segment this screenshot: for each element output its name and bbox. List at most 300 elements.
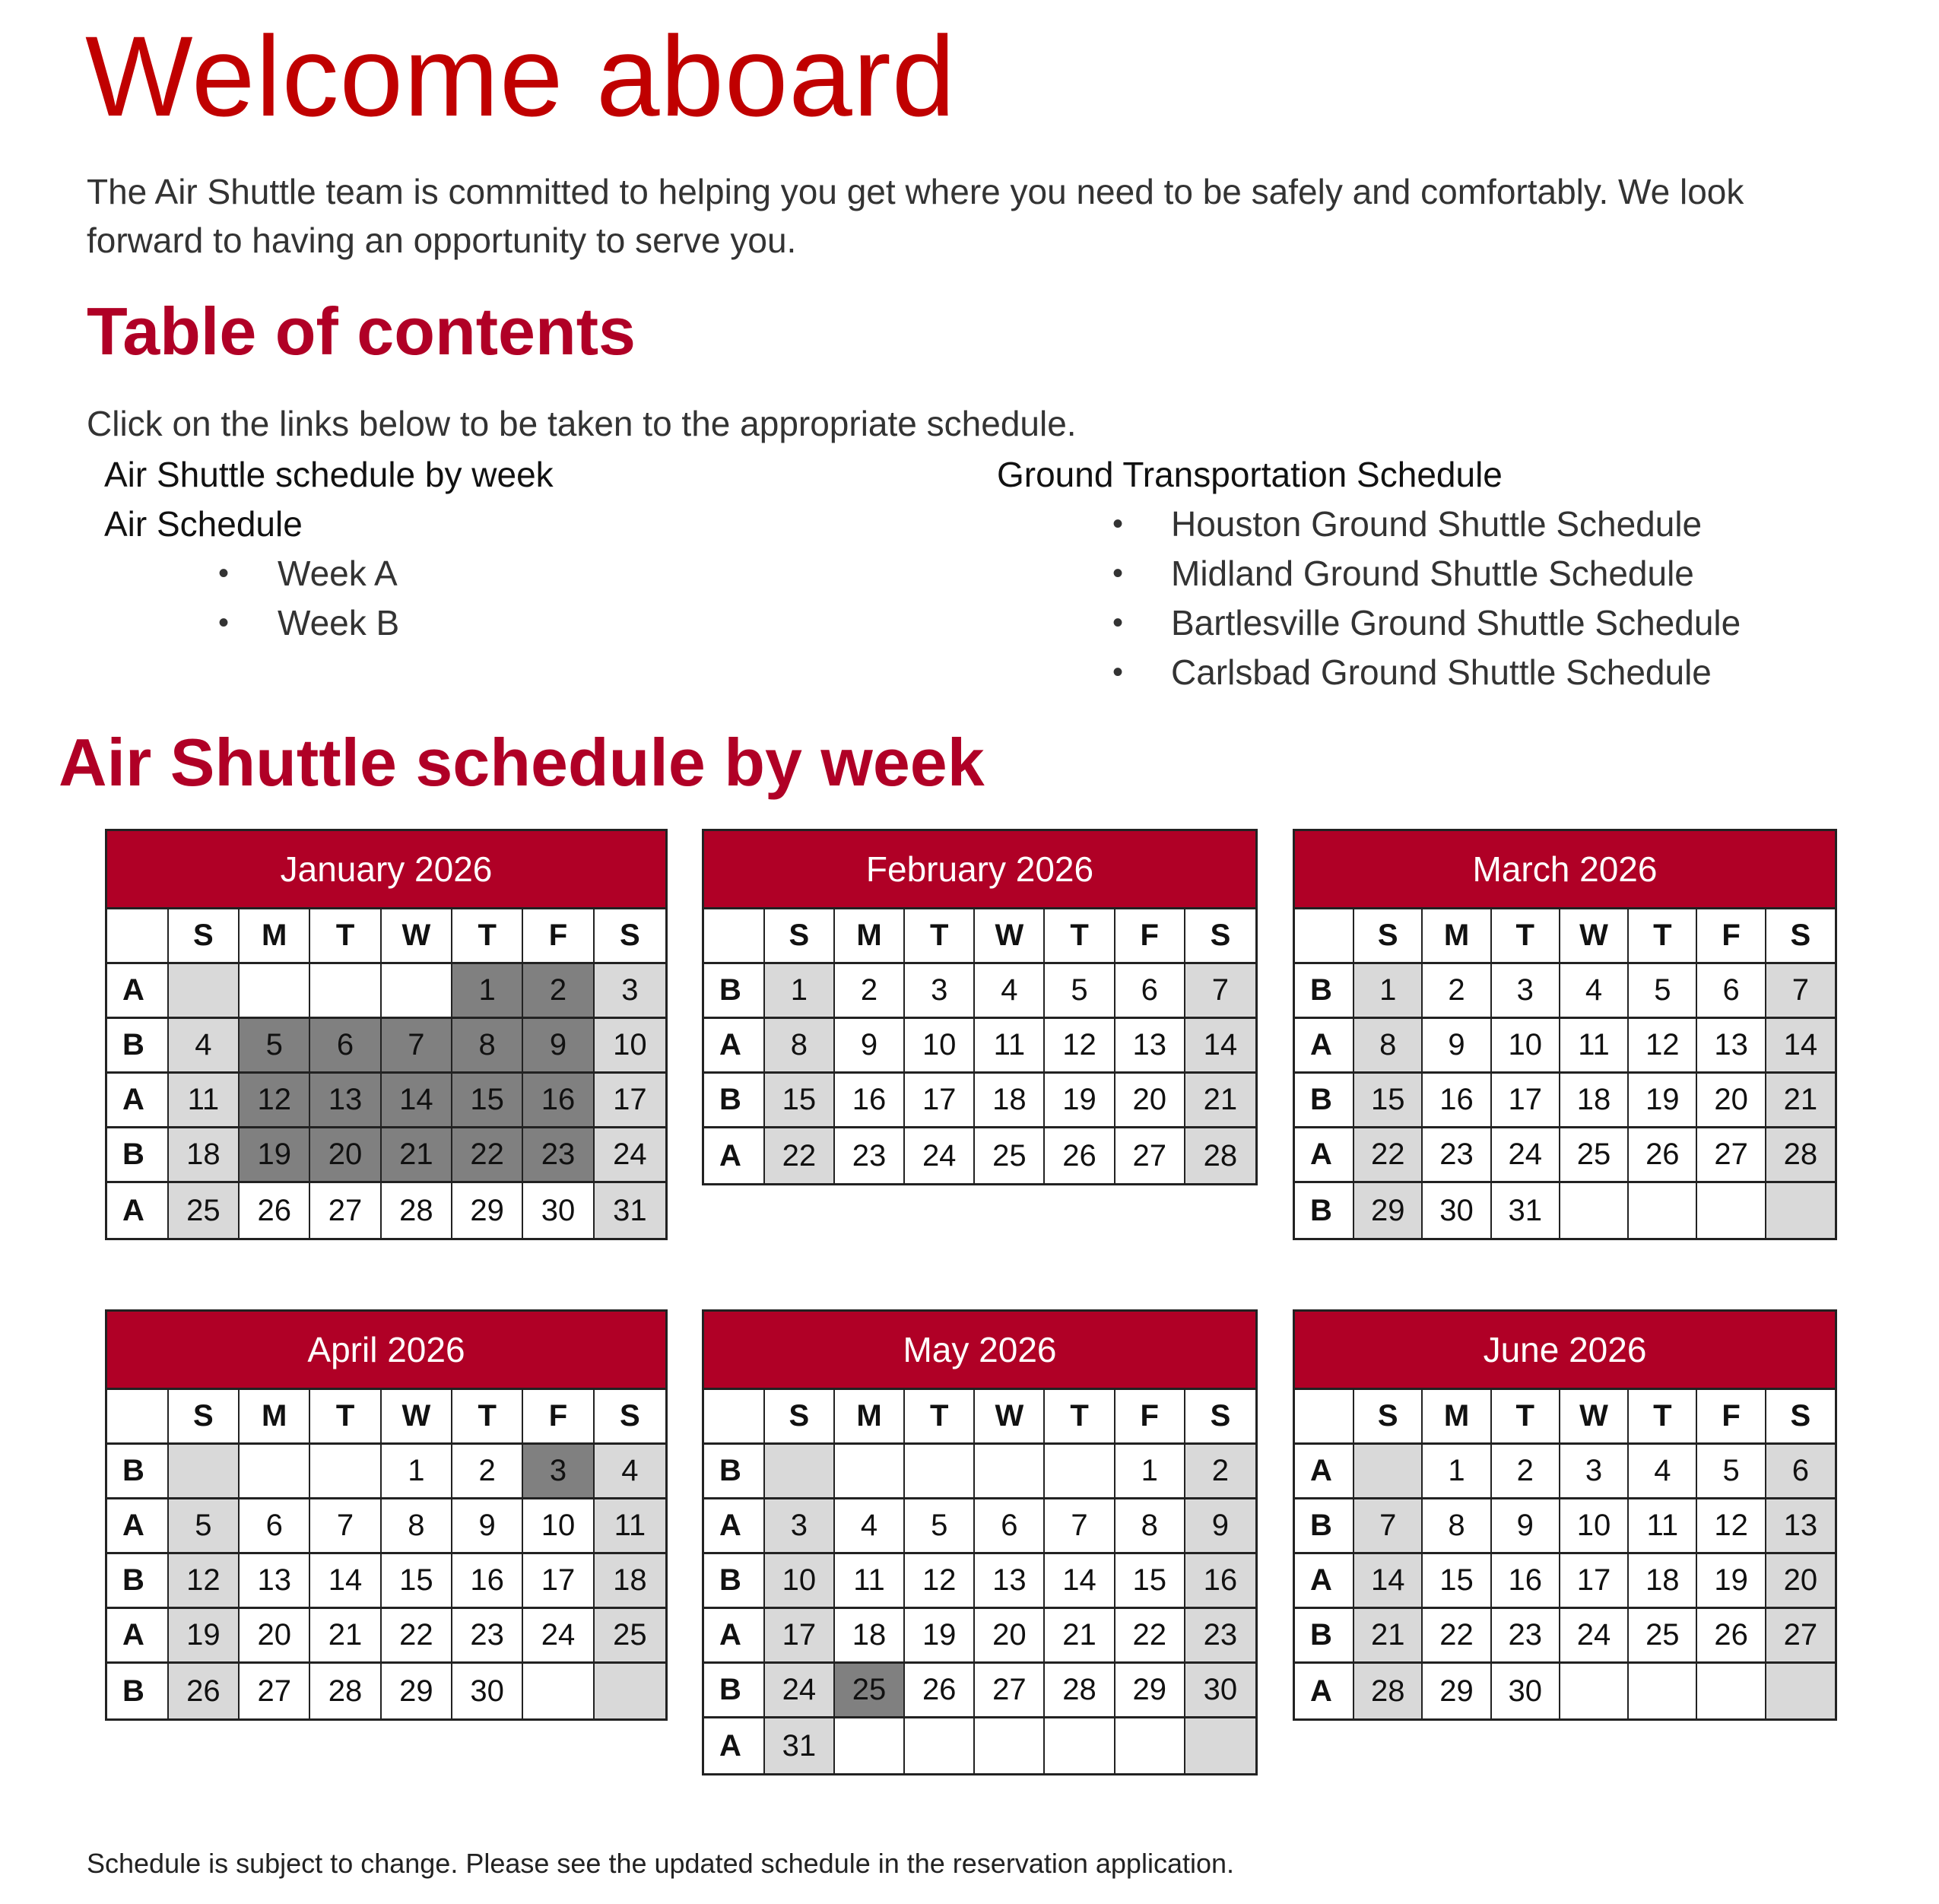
- weekday-header: T: [1629, 909, 1697, 964]
- day-cell: 11: [1629, 1499, 1697, 1554]
- weekday-header: S: [1185, 1390, 1255, 1445]
- calendar-month-title: April 2026: [107, 1312, 665, 1390]
- week-row: [107, 1664, 665, 1718]
- weekday-header-row: [107, 909, 665, 964]
- empty-day-cell: [835, 1718, 905, 1773]
- empty-day-cell: [1697, 1183, 1766, 1238]
- day-cell: 30: [1492, 1664, 1560, 1718]
- toc-link-carlsbad[interactable]: [997, 648, 1741, 697]
- day-cell: 25: [169, 1183, 240, 1238]
- weekday-header: W: [975, 909, 1045, 964]
- day-cell: 14: [1185, 1019, 1255, 1074]
- bullet-icon: •: [1112, 655, 1124, 689]
- day-cell: 10: [1560, 1499, 1629, 1554]
- week-label: A: [107, 1609, 169, 1664]
- day-cell: 27: [240, 1664, 310, 1718]
- toc-item-label[interactable]: Bartlesville Ground Shuttle Schedule: [1171, 603, 1741, 643]
- week-label: A: [704, 1128, 765, 1183]
- day-cell: 10: [765, 1554, 835, 1609]
- week-row: [1295, 1499, 1835, 1554]
- week-row: [1295, 1445, 1835, 1499]
- day-cell: 29: [1354, 1183, 1423, 1238]
- day-cell: 16: [452, 1554, 523, 1609]
- day-cell: 12: [240, 1074, 310, 1128]
- day-cell: 30: [523, 1183, 594, 1238]
- empty-day-cell: [975, 1445, 1045, 1499]
- empty-day-cell: [975, 1718, 1045, 1773]
- day-cell: 4: [1560, 964, 1629, 1019]
- day-cell: 22: [1423, 1609, 1491, 1664]
- weekday-header: S: [595, 909, 665, 964]
- empty-day-cell: [169, 964, 240, 1019]
- week-label: A: [704, 1499, 765, 1554]
- footer-note: Schedule is subject to change. Please see the updated schedule in the reservation application.: [87, 1848, 1235, 1879]
- day-cell: 16: [1423, 1074, 1491, 1128]
- empty-day-cell: [835, 1445, 905, 1499]
- calendar-march: [1293, 829, 1837, 1240]
- day-cell: 7: [1185, 964, 1255, 1019]
- day-cell: 10: [523, 1499, 594, 1554]
- day-cell: 26: [905, 1664, 975, 1718]
- week-label: A: [107, 964, 169, 1019]
- empty-day-cell: [1045, 1718, 1115, 1773]
- day-cell: 9: [452, 1499, 523, 1554]
- day-cell: 26: [1045, 1128, 1115, 1183]
- week-label: A: [704, 1718, 765, 1773]
- day-cell: 18: [1560, 1074, 1629, 1128]
- day-cell: 13: [1115, 1019, 1185, 1074]
- toc-link-week-b[interactable]: [104, 598, 554, 648]
- day-cell: 28: [1185, 1128, 1255, 1183]
- day-cell: 11: [1560, 1019, 1629, 1074]
- day-cell: 3: [1560, 1445, 1629, 1499]
- day-cell: 4: [595, 1445, 665, 1499]
- bullet-icon: •: [1112, 507, 1124, 541]
- day-cell: 15: [1423, 1554, 1491, 1609]
- week-label: B: [107, 1445, 169, 1499]
- bullet-icon: •: [1112, 606, 1124, 639]
- bullet-icon: •: [218, 557, 230, 590]
- day-cell: 12: [1629, 1019, 1697, 1074]
- day-cell: 5: [1045, 964, 1115, 1019]
- day-cell: 6: [1766, 1445, 1835, 1499]
- day-cell: 29: [1115, 1664, 1185, 1718]
- day-cell: 1: [1423, 1445, 1491, 1499]
- day-cell: 29: [1423, 1664, 1491, 1718]
- day-cell: 23: [523, 1128, 594, 1183]
- day-cell: 28: [310, 1664, 381, 1718]
- day-cell: 7: [1045, 1499, 1115, 1554]
- day-cell: 24: [905, 1128, 975, 1183]
- day-cell: 24: [1560, 1609, 1629, 1664]
- day-cell: 20: [1115, 1074, 1185, 1128]
- weekday-header: S: [169, 909, 240, 964]
- empty-day-cell: [1115, 1718, 1185, 1773]
- week-row: [1295, 964, 1835, 1019]
- day-cell: 15: [1115, 1554, 1185, 1609]
- week-label: A: [107, 1183, 169, 1238]
- toc-hint: Click on the links below to be taken to the appropriate schedule.: [87, 404, 1077, 443]
- week-row: [704, 1128, 1255, 1183]
- weekday-header: W: [382, 909, 452, 964]
- day-cell: 4: [169, 1019, 240, 1074]
- toc-item-label[interactable]: Week A: [278, 554, 398, 593]
- weekday-header-row: [704, 1390, 1255, 1445]
- calendar-january: [105, 829, 668, 1240]
- empty-day-cell: [1629, 1183, 1697, 1238]
- week-row: [107, 1128, 665, 1183]
- week-row: [107, 1019, 665, 1074]
- day-cell: 18: [1629, 1554, 1697, 1609]
- day-cell: 31: [765, 1718, 835, 1773]
- corner-cell: [1295, 909, 1354, 964]
- day-cell: 24: [1492, 1128, 1560, 1183]
- day-cell: 12: [1045, 1019, 1115, 1074]
- week-label: B: [704, 1554, 765, 1609]
- day-cell: 14: [310, 1554, 381, 1609]
- day-cell: 15: [382, 1554, 452, 1609]
- toc-item-label[interactable]: Midland Ground Shuttle Schedule: [1171, 554, 1694, 593]
- week-label: A: [1295, 1128, 1354, 1183]
- day-cell: 20: [1697, 1074, 1766, 1128]
- day-cell: 28: [1045, 1664, 1115, 1718]
- day-cell: 8: [452, 1019, 523, 1074]
- day-cell: 3: [765, 1499, 835, 1554]
- week-label: A: [1295, 1554, 1354, 1609]
- week-label: B: [1295, 1499, 1354, 1554]
- week-row: [704, 1609, 1255, 1664]
- day-cell: 11: [169, 1074, 240, 1128]
- day-cell: 5: [1697, 1445, 1766, 1499]
- toc-item-label[interactable]: Carlsbad Ground Shuttle Schedule: [1171, 652, 1712, 692]
- weekday-header: S: [595, 1390, 665, 1445]
- week-label: A: [107, 1499, 169, 1554]
- week-row: [107, 1499, 665, 1554]
- day-cell: 12: [169, 1554, 240, 1609]
- toc-item-label[interactable]: Week B: [278, 603, 400, 643]
- day-cell: 23: [452, 1609, 523, 1664]
- toc-link-ground-transportation[interactable]: Ground Transportation Schedule: [997, 455, 1503, 494]
- day-cell: 11: [975, 1019, 1045, 1074]
- day-cell: 14: [1354, 1554, 1423, 1609]
- week-row: [107, 1074, 665, 1128]
- weekday-header-row: [704, 909, 1255, 964]
- week-row: [107, 1445, 665, 1499]
- day-cell: 18: [835, 1609, 905, 1664]
- weekday-header: W: [975, 1390, 1045, 1445]
- day-cell: 2: [835, 964, 905, 1019]
- week-label: B: [704, 964, 765, 1019]
- week-label: A: [1295, 1445, 1354, 1499]
- week-row: [1295, 1664, 1835, 1718]
- day-cell: 23: [1423, 1128, 1491, 1183]
- day-cell: 21: [1354, 1609, 1423, 1664]
- empty-day-cell: [310, 1445, 381, 1499]
- toc-link-midland[interactable]: [997, 549, 1741, 598]
- day-cell: 10: [905, 1019, 975, 1074]
- week-label: B: [1295, 1074, 1354, 1128]
- empty-day-cell: [1697, 1664, 1766, 1718]
- day-cell: 4: [1629, 1445, 1697, 1499]
- weekday-header: S: [765, 1390, 835, 1445]
- week-label: B: [107, 1128, 169, 1183]
- day-cell: 27: [1766, 1609, 1835, 1664]
- toc-link-week-a[interactable]: [104, 549, 554, 598]
- weekday-header-row: [107, 1390, 665, 1445]
- day-cell: 28: [1354, 1664, 1423, 1718]
- day-cell: 13: [310, 1074, 381, 1128]
- day-cell: 26: [1697, 1609, 1766, 1664]
- week-label: A: [107, 1074, 169, 1128]
- weekday-header-row: [1295, 909, 1835, 964]
- day-cell: 3: [595, 964, 665, 1019]
- corner-cell: [704, 1390, 765, 1445]
- week-label: B: [704, 1445, 765, 1499]
- day-cell: 6: [1697, 964, 1766, 1019]
- week-row: [704, 1074, 1255, 1128]
- day-cell: 15: [452, 1074, 523, 1128]
- weekday-header: T: [905, 1390, 975, 1445]
- day-cell: 2: [523, 964, 594, 1019]
- day-cell: 1: [1354, 964, 1423, 1019]
- day-cell: 12: [905, 1554, 975, 1609]
- week-row: [1295, 1128, 1835, 1183]
- day-cell: 6: [310, 1019, 381, 1074]
- week-row: [1295, 1074, 1835, 1128]
- weekday-header: M: [835, 1390, 905, 1445]
- weekday-header-row: [1295, 1390, 1835, 1445]
- week-label: A: [704, 1609, 765, 1664]
- week-row: [1295, 1554, 1835, 1609]
- toc-link-air-shuttle-by-week[interactable]: Air Shuttle schedule by week: [104, 455, 554, 494]
- day-cell: 30: [1423, 1183, 1491, 1238]
- weekday-header: T: [1492, 909, 1560, 964]
- day-cell: 1: [765, 964, 835, 1019]
- day-cell: 5: [905, 1499, 975, 1554]
- weekday-header: T: [1492, 1390, 1560, 1445]
- week-row: [704, 1664, 1255, 1718]
- day-cell: 6: [975, 1499, 1045, 1554]
- day-cell: 22: [1115, 1609, 1185, 1664]
- toc-item-label[interactable]: Houston Ground Shuttle Schedule: [1171, 504, 1703, 544]
- week-row: [704, 1499, 1255, 1554]
- weekday-header: M: [1423, 909, 1491, 964]
- day-cell: 5: [1629, 964, 1697, 1019]
- day-cell: 19: [1697, 1554, 1766, 1609]
- weekday-header: F: [1697, 1390, 1766, 1445]
- weekday-header: S: [765, 909, 835, 964]
- day-cell: 17: [765, 1609, 835, 1664]
- weekday-header: M: [240, 909, 310, 964]
- day-cell: 21: [1185, 1074, 1255, 1128]
- week-label: B: [1295, 1609, 1354, 1664]
- week-row: [704, 1445, 1255, 1499]
- weekday-header: T: [1045, 1390, 1115, 1445]
- day-cell: 24: [765, 1664, 835, 1718]
- weekday-header: W: [1560, 909, 1629, 964]
- day-cell: 20: [240, 1609, 310, 1664]
- day-cell: 30: [452, 1664, 523, 1718]
- week-label: B: [704, 1664, 765, 1718]
- week-label: B: [704, 1074, 765, 1128]
- calendar-month-title: January 2026: [107, 831, 665, 909]
- day-cell: 22: [765, 1128, 835, 1183]
- day-cell: 31: [1492, 1183, 1560, 1238]
- schedule-heading: Air Shuttle schedule by week: [59, 725, 985, 800]
- day-cell: 12: [1697, 1499, 1766, 1554]
- day-cell: 7: [310, 1499, 381, 1554]
- day-cell: 17: [1492, 1074, 1560, 1128]
- day-cell: 28: [1766, 1128, 1835, 1183]
- week-row: [704, 1554, 1255, 1609]
- empty-day-cell: [1354, 1445, 1423, 1499]
- weekday-header: F: [523, 909, 594, 964]
- toc-heading: Table of contents: [87, 294, 636, 369]
- weekday-header: T: [452, 909, 523, 964]
- day-cell: 30: [1185, 1664, 1255, 1718]
- day-cell: 7: [1766, 964, 1835, 1019]
- day-cell: 22: [452, 1128, 523, 1183]
- day-cell: 9: [1185, 1499, 1255, 1554]
- toc-link-air-schedule[interactable]: Air Schedule: [104, 504, 303, 544]
- corner-cell: [107, 909, 169, 964]
- toc-link-bartlesville[interactable]: [997, 598, 1741, 648]
- day-cell: 1: [382, 1445, 452, 1499]
- day-cell: 14: [1766, 1019, 1835, 1074]
- weekday-header: S: [1354, 909, 1423, 964]
- day-cell: 21: [1766, 1074, 1835, 1128]
- day-cell: 2: [1423, 964, 1491, 1019]
- weekday-header: M: [240, 1390, 310, 1445]
- week-row: [704, 1718, 1255, 1773]
- weekday-header: S: [1185, 909, 1255, 964]
- empty-day-cell: [1766, 1183, 1835, 1238]
- day-cell: 8: [765, 1019, 835, 1074]
- day-cell: 3: [1492, 964, 1560, 1019]
- day-cell: 26: [240, 1183, 310, 1238]
- week-row: [704, 964, 1255, 1019]
- day-cell: 5: [240, 1019, 310, 1074]
- day-cell: 18: [169, 1128, 240, 1183]
- day-cell: 27: [1697, 1128, 1766, 1183]
- bullet-icon: •: [1112, 557, 1124, 590]
- day-cell: 19: [1045, 1074, 1115, 1128]
- toc-left-column: [104, 450, 554, 648]
- day-cell: 13: [240, 1554, 310, 1609]
- day-cell: 8: [1115, 1499, 1185, 1554]
- day-cell: 9: [523, 1019, 594, 1074]
- day-cell: 16: [1492, 1554, 1560, 1609]
- weekday-header: S: [1766, 909, 1835, 964]
- day-cell: 31: [595, 1183, 665, 1238]
- day-cell: 20: [975, 1609, 1045, 1664]
- day-cell: 9: [1492, 1499, 1560, 1554]
- day-cell: 5: [169, 1499, 240, 1554]
- corner-cell: [704, 909, 765, 964]
- day-cell: 25: [595, 1609, 665, 1664]
- day-cell: 23: [835, 1128, 905, 1183]
- day-cell: 27: [310, 1183, 381, 1238]
- empty-day-cell: [1629, 1664, 1697, 1718]
- calendar-month-title: March 2026: [1295, 831, 1835, 909]
- week-row: [704, 1019, 1255, 1074]
- week-label: A: [1295, 1664, 1354, 1718]
- toc-link-houston[interactable]: [997, 500, 1741, 549]
- week-label: A: [704, 1019, 765, 1074]
- day-cell: 11: [835, 1554, 905, 1609]
- weekday-header: F: [1115, 1390, 1185, 1445]
- empty-day-cell: [310, 964, 381, 1019]
- day-cell: 20: [310, 1128, 381, 1183]
- week-row: [1295, 1609, 1835, 1664]
- week-label: B: [107, 1664, 169, 1718]
- empty-day-cell: [382, 964, 452, 1019]
- week-row: [107, 1183, 665, 1238]
- day-cell: 11: [595, 1499, 665, 1554]
- day-cell: 16: [835, 1074, 905, 1128]
- day-cell: 28: [382, 1183, 452, 1238]
- day-cell: 22: [382, 1609, 452, 1664]
- day-cell: 25: [835, 1664, 905, 1718]
- empty-day-cell: [169, 1445, 240, 1499]
- day-cell: 9: [1423, 1019, 1491, 1074]
- day-cell: 14: [1045, 1554, 1115, 1609]
- day-cell: 25: [1560, 1128, 1629, 1183]
- bullet-icon: •: [218, 606, 230, 639]
- day-cell: 14: [382, 1074, 452, 1128]
- empty-day-cell: [1766, 1664, 1835, 1718]
- weekday-header: F: [1697, 909, 1766, 964]
- corner-cell: [107, 1390, 169, 1445]
- day-cell: 17: [1560, 1554, 1629, 1609]
- week-label: A: [1295, 1019, 1354, 1074]
- week-row: [1295, 1183, 1835, 1238]
- weekday-header: T: [310, 1390, 381, 1445]
- empty-day-cell: [1185, 1718, 1255, 1773]
- weekday-header: T: [310, 909, 381, 964]
- weekday-header: M: [835, 909, 905, 964]
- weekday-header: T: [1629, 1390, 1697, 1445]
- day-cell: 2: [1492, 1445, 1560, 1499]
- weekday-header: M: [1423, 1390, 1491, 1445]
- day-cell: 6: [240, 1499, 310, 1554]
- day-cell: 19: [905, 1609, 975, 1664]
- day-cell: 18: [975, 1074, 1045, 1128]
- calendar-april: [105, 1309, 668, 1721]
- week-row: [107, 964, 665, 1019]
- day-cell: 13: [975, 1554, 1045, 1609]
- day-cell: 1: [452, 964, 523, 1019]
- empty-day-cell: [1560, 1183, 1629, 1238]
- day-cell: 17: [905, 1074, 975, 1128]
- day-cell: 27: [1115, 1128, 1185, 1183]
- intro-paragraph: The Air Shuttle team is committed to helping you get where you need to be safely and comfortably. We look forward to having an opportunity to serve you.: [87, 172, 1744, 260]
- weekday-header: T: [452, 1390, 523, 1445]
- day-cell: 17: [523, 1554, 594, 1609]
- empty-day-cell: [1560, 1664, 1629, 1718]
- week-label: B: [1295, 964, 1354, 1019]
- day-cell: 22: [1354, 1128, 1423, 1183]
- day-cell: 23: [1185, 1609, 1255, 1664]
- day-cell: 13: [1766, 1499, 1835, 1554]
- empty-day-cell: [240, 1445, 310, 1499]
- day-cell: 17: [595, 1074, 665, 1128]
- day-cell: 7: [382, 1019, 452, 1074]
- day-cell: 13: [1697, 1019, 1766, 1074]
- day-cell: 8: [1423, 1499, 1491, 1554]
- week-row: [107, 1609, 665, 1664]
- day-cell: 19: [240, 1128, 310, 1183]
